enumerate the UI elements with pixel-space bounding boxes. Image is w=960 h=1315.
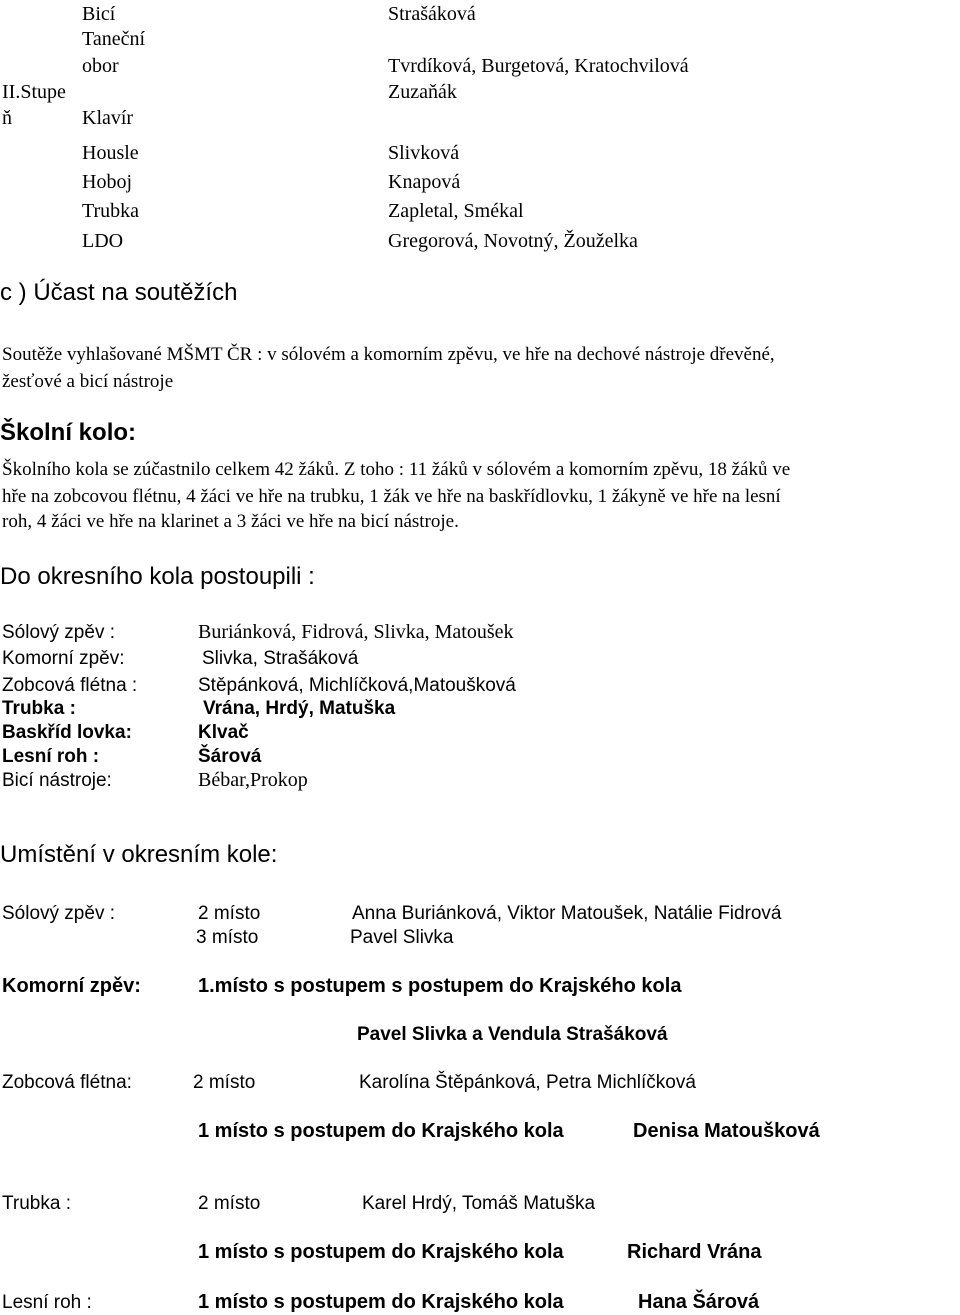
- subject-cell: Housle: [82, 142, 139, 164]
- teachers-cell: Tvrdíková, Burgetová, Kratochvilová: [388, 55, 689, 77]
- teachers-cell: Zuzaňák: [388, 81, 457, 103]
- advanced-label: Komorní zpěv:: [2, 648, 125, 669]
- result-label: Komorní zpěv:: [2, 975, 141, 997]
- school-round-heading: Školní kolo:: [0, 419, 137, 446]
- result-first-name: Richard Vrána: [627, 1241, 762, 1263]
- subject-cell: Taneční: [82, 28, 146, 50]
- advanced-names: Buriánková, Fidrová, Slivka, Matoušek: [198, 621, 514, 643]
- advanced-names: Vrána, Hrdý, Matuška: [203, 698, 396, 719]
- result-place: 2 místo: [198, 903, 261, 924]
- advanced-label: Trubka :: [2, 698, 76, 719]
- subject-cell: Klavír: [82, 107, 134, 129]
- teachers-cell: Zapletal, Smékal: [388, 200, 524, 222]
- result-names: Pavel Slivka: [350, 927, 454, 948]
- teachers-cell: Knapová: [388, 171, 461, 193]
- school-round-text: Školního kola se zúčastnilo celkem 42 žáků. Z toho : 11 žáků v sólovém a komorním zpěvu, 18 žáků ve: [2, 459, 791, 480]
- result-names: Pavel Slivka a Vendula Strašáková: [357, 1024, 668, 1045]
- intro-text: žesťové a bicí nástroje: [2, 371, 174, 392]
- result-first: 1 místo s postupem do Krajského kola: [198, 1241, 564, 1263]
- result-first-name: Hana Šárová: [638, 1291, 760, 1313]
- result-label: Lesní roh :: [2, 1292, 92, 1313]
- advanced-label: Bicí nástroje:: [2, 770, 112, 791]
- subject-cell: obor: [82, 55, 119, 77]
- intro-text: Soutěže vyhlašované MŠMT ČR : v sólovém a komorním zpěvu, ve hře na dechové nástroje dřevěné,: [2, 344, 775, 365]
- result-first: 1 místo s postupem do Krajského kola: [198, 1291, 564, 1313]
- result-label: Sólový zpěv :: [2, 903, 115, 924]
- advanced-names: Šárová: [198, 746, 262, 767]
- result-names: Karolína Štěpánková, Petra Michlíčková: [359, 1072, 696, 1093]
- result-first-name: Denisa Matoušková: [633, 1120, 820, 1142]
- school-round-text: roh, 4 žáci ve hře na klarinet a 3 žáci ve hře na bicí nástroje.: [2, 511, 459, 532]
- result-names: Karel Hrdý, Tomáš Matuška: [362, 1193, 596, 1214]
- subject-cell: Trubka: [82, 200, 140, 222]
- result-names: Anna Buriánková, Viktor Matoušek, Natálie Fidrová: [352, 903, 782, 924]
- advanced-names: Slivka, Strašáková: [202, 648, 359, 669]
- result-first: 1.místo s postupem s postupem do Krajského kola: [198, 975, 682, 997]
- section-heading: c ) Účast na soutěžích: [0, 279, 238, 306]
- result-label: Zobcová flétna:: [2, 1072, 132, 1093]
- subject-cell: LDO: [82, 230, 124, 252]
- advanced-label: Zobcová flétna :: [2, 675, 138, 696]
- result-first: 1 místo s postupem do Krajského kola: [198, 1120, 564, 1142]
- advanced-label: Sólový zpěv :: [2, 622, 115, 643]
- advanced-names: Stěpánková, Michlíčková,Matoušková: [198, 675, 516, 696]
- school-round-text: hře na zobcovou flétnu, 4 žáci ve hře na trubku, 1 žák ve hře na baskřídlovku, 1 žákyně ve hře na lesní: [2, 486, 781, 507]
- result-place: 2 místo: [198, 1193, 261, 1214]
- subject-cell: Hoboj: [82, 171, 132, 193]
- level-cell: II.Stupe: [2, 81, 66, 103]
- level-cell: ň: [2, 107, 12, 129]
- district-results-heading: Umístění v okresním kole:: [0, 841, 278, 868]
- teachers-cell: Slivková: [388, 142, 460, 164]
- advanced-label: Baskříd lovka:: [2, 722, 132, 743]
- teachers-cell: Strašáková: [388, 3, 476, 25]
- teachers-cell: Gregorová, Novotný, Žouželka: [388, 230, 638, 252]
- advanced-names: Klvač: [198, 722, 249, 743]
- advanced-names: Bébar,Prokop: [198, 769, 308, 791]
- subject-cell: Bicí: [82, 3, 116, 25]
- result-place: 3 místo: [196, 927, 259, 948]
- district-advanced-heading: Do okresního kola postoupili :: [0, 563, 315, 590]
- result-place: 2 místo: [193, 1072, 256, 1093]
- result-label: Trubka :: [2, 1193, 71, 1214]
- advanced-label: Lesní roh :: [2, 746, 100, 767]
